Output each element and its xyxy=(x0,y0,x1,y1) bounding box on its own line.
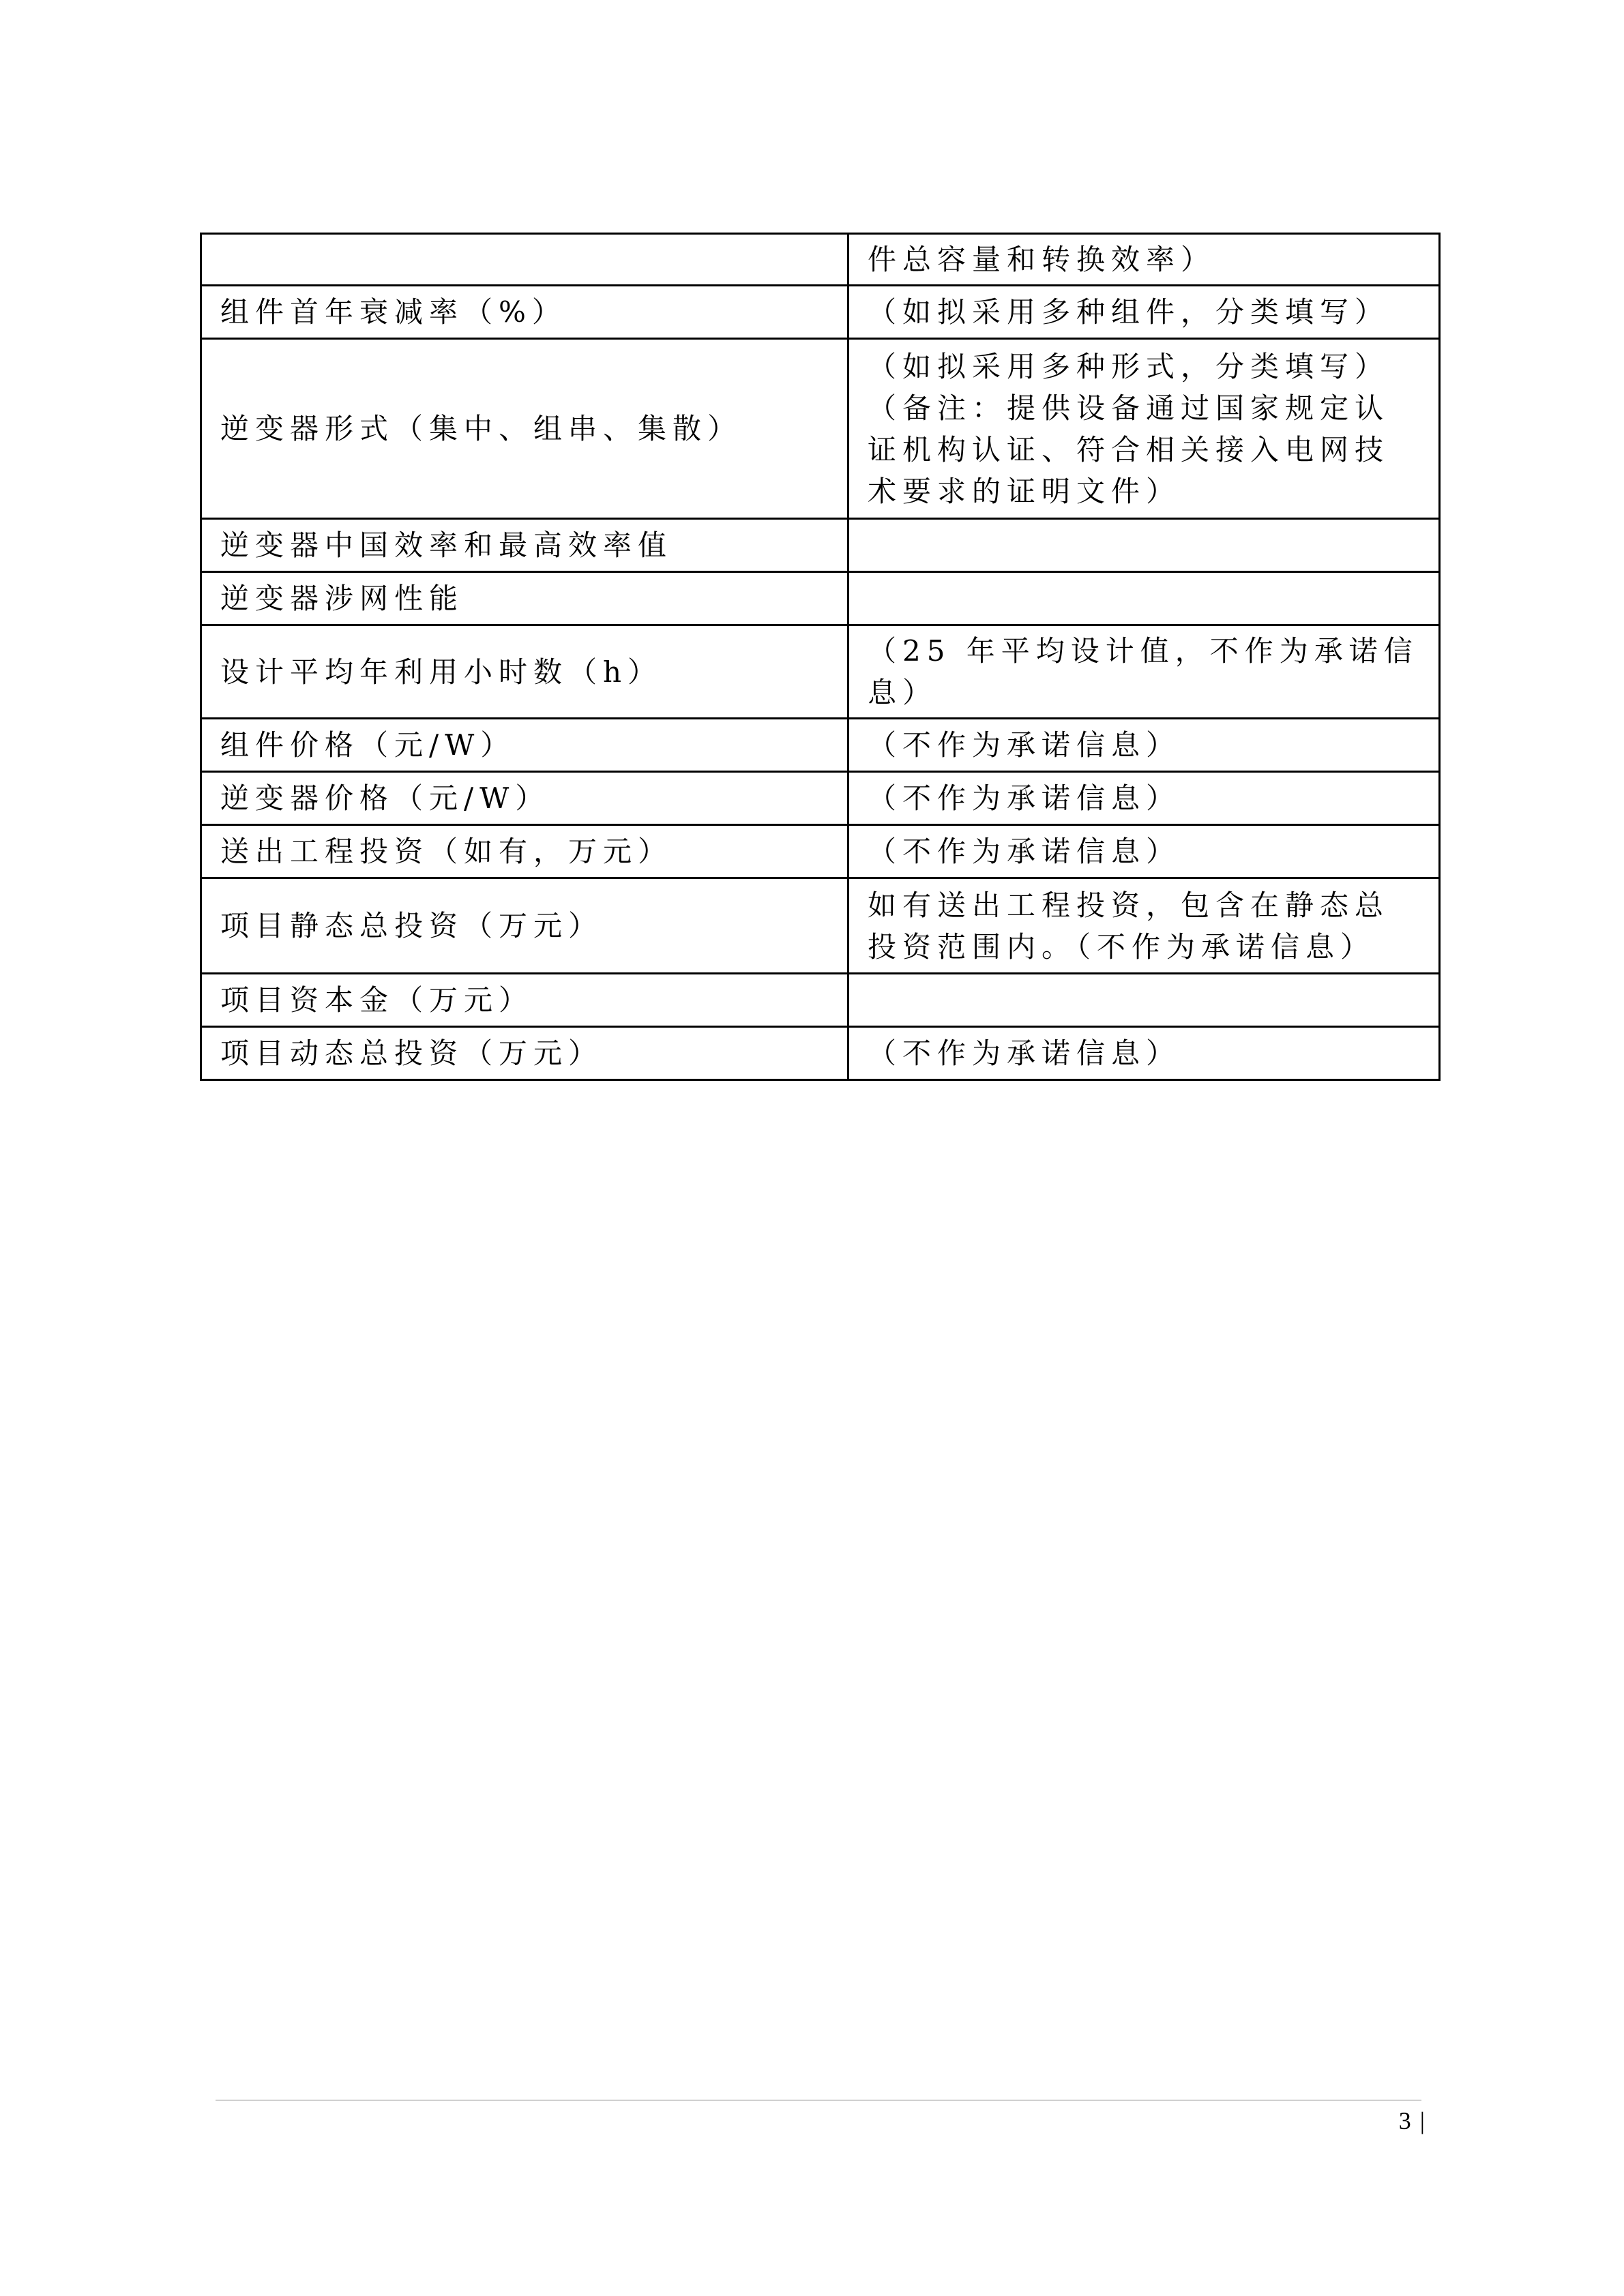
row-value: 件总容量和转换效率） xyxy=(848,234,1440,286)
row-value: （25 年平均设计值，不作为承诺信息） xyxy=(848,625,1440,719)
row-value: 如有送出工程投资，包含在静态总投资范围内。（不作为承诺信息） xyxy=(848,878,1440,974)
table-row xyxy=(201,1027,1440,1080)
table-row xyxy=(201,339,1440,519)
row-label: 逆变器价格（元/W） xyxy=(201,772,848,825)
row-value: （不作为承诺信息） xyxy=(848,719,1440,772)
row-value: （不作为承诺信息） xyxy=(848,825,1440,878)
table-row xyxy=(201,974,1440,1027)
table-row xyxy=(201,878,1440,974)
page-number: 3 | xyxy=(1398,2107,1426,2134)
row-value xyxy=(848,519,1440,572)
row-label: 逆变器形式（集中、组串、集散） xyxy=(201,339,848,519)
row-label: 逆变器涉网性能 xyxy=(201,572,848,625)
table-row xyxy=(201,234,1440,286)
row-label: 项目静态总投资（万元） xyxy=(201,878,848,974)
table-row xyxy=(201,572,1440,625)
row-value: （不作为承诺信息） xyxy=(848,1027,1440,1080)
row-label: 送出工程投资（如有，万元） xyxy=(201,825,848,878)
row-value: （如拟采用多种组件，分类填写） xyxy=(848,286,1440,339)
row-label: 组件首年衰减率（%） xyxy=(201,286,848,339)
row-label: 设计平均年利用小时数（h） xyxy=(201,625,848,719)
row-label: 组件价格（元/W） xyxy=(201,719,848,772)
row-label xyxy=(201,234,848,286)
row-value xyxy=(848,572,1440,625)
table-row xyxy=(201,519,1440,572)
table-row xyxy=(201,719,1440,772)
row-label: 逆变器中国效率和最高效率值 xyxy=(201,519,848,572)
row-value xyxy=(848,974,1440,1027)
table-row xyxy=(201,286,1440,339)
table-row xyxy=(201,772,1440,825)
table-row xyxy=(201,825,1440,878)
row-label: 项目资本金（万元） xyxy=(201,974,848,1027)
project-info-table xyxy=(200,233,1441,1081)
row-value: （如拟采用多种形式，分类填写）（备注：提供设备通过国家规定认证机构认证、符合相关接入电网技术要求的证明文件） xyxy=(848,339,1440,519)
row-label: 项目动态总投资（万元） xyxy=(201,1027,848,1080)
row-value: （不作为承诺信息） xyxy=(848,772,1440,825)
table-row xyxy=(201,625,1440,719)
footer-divider xyxy=(216,2100,1421,2101)
